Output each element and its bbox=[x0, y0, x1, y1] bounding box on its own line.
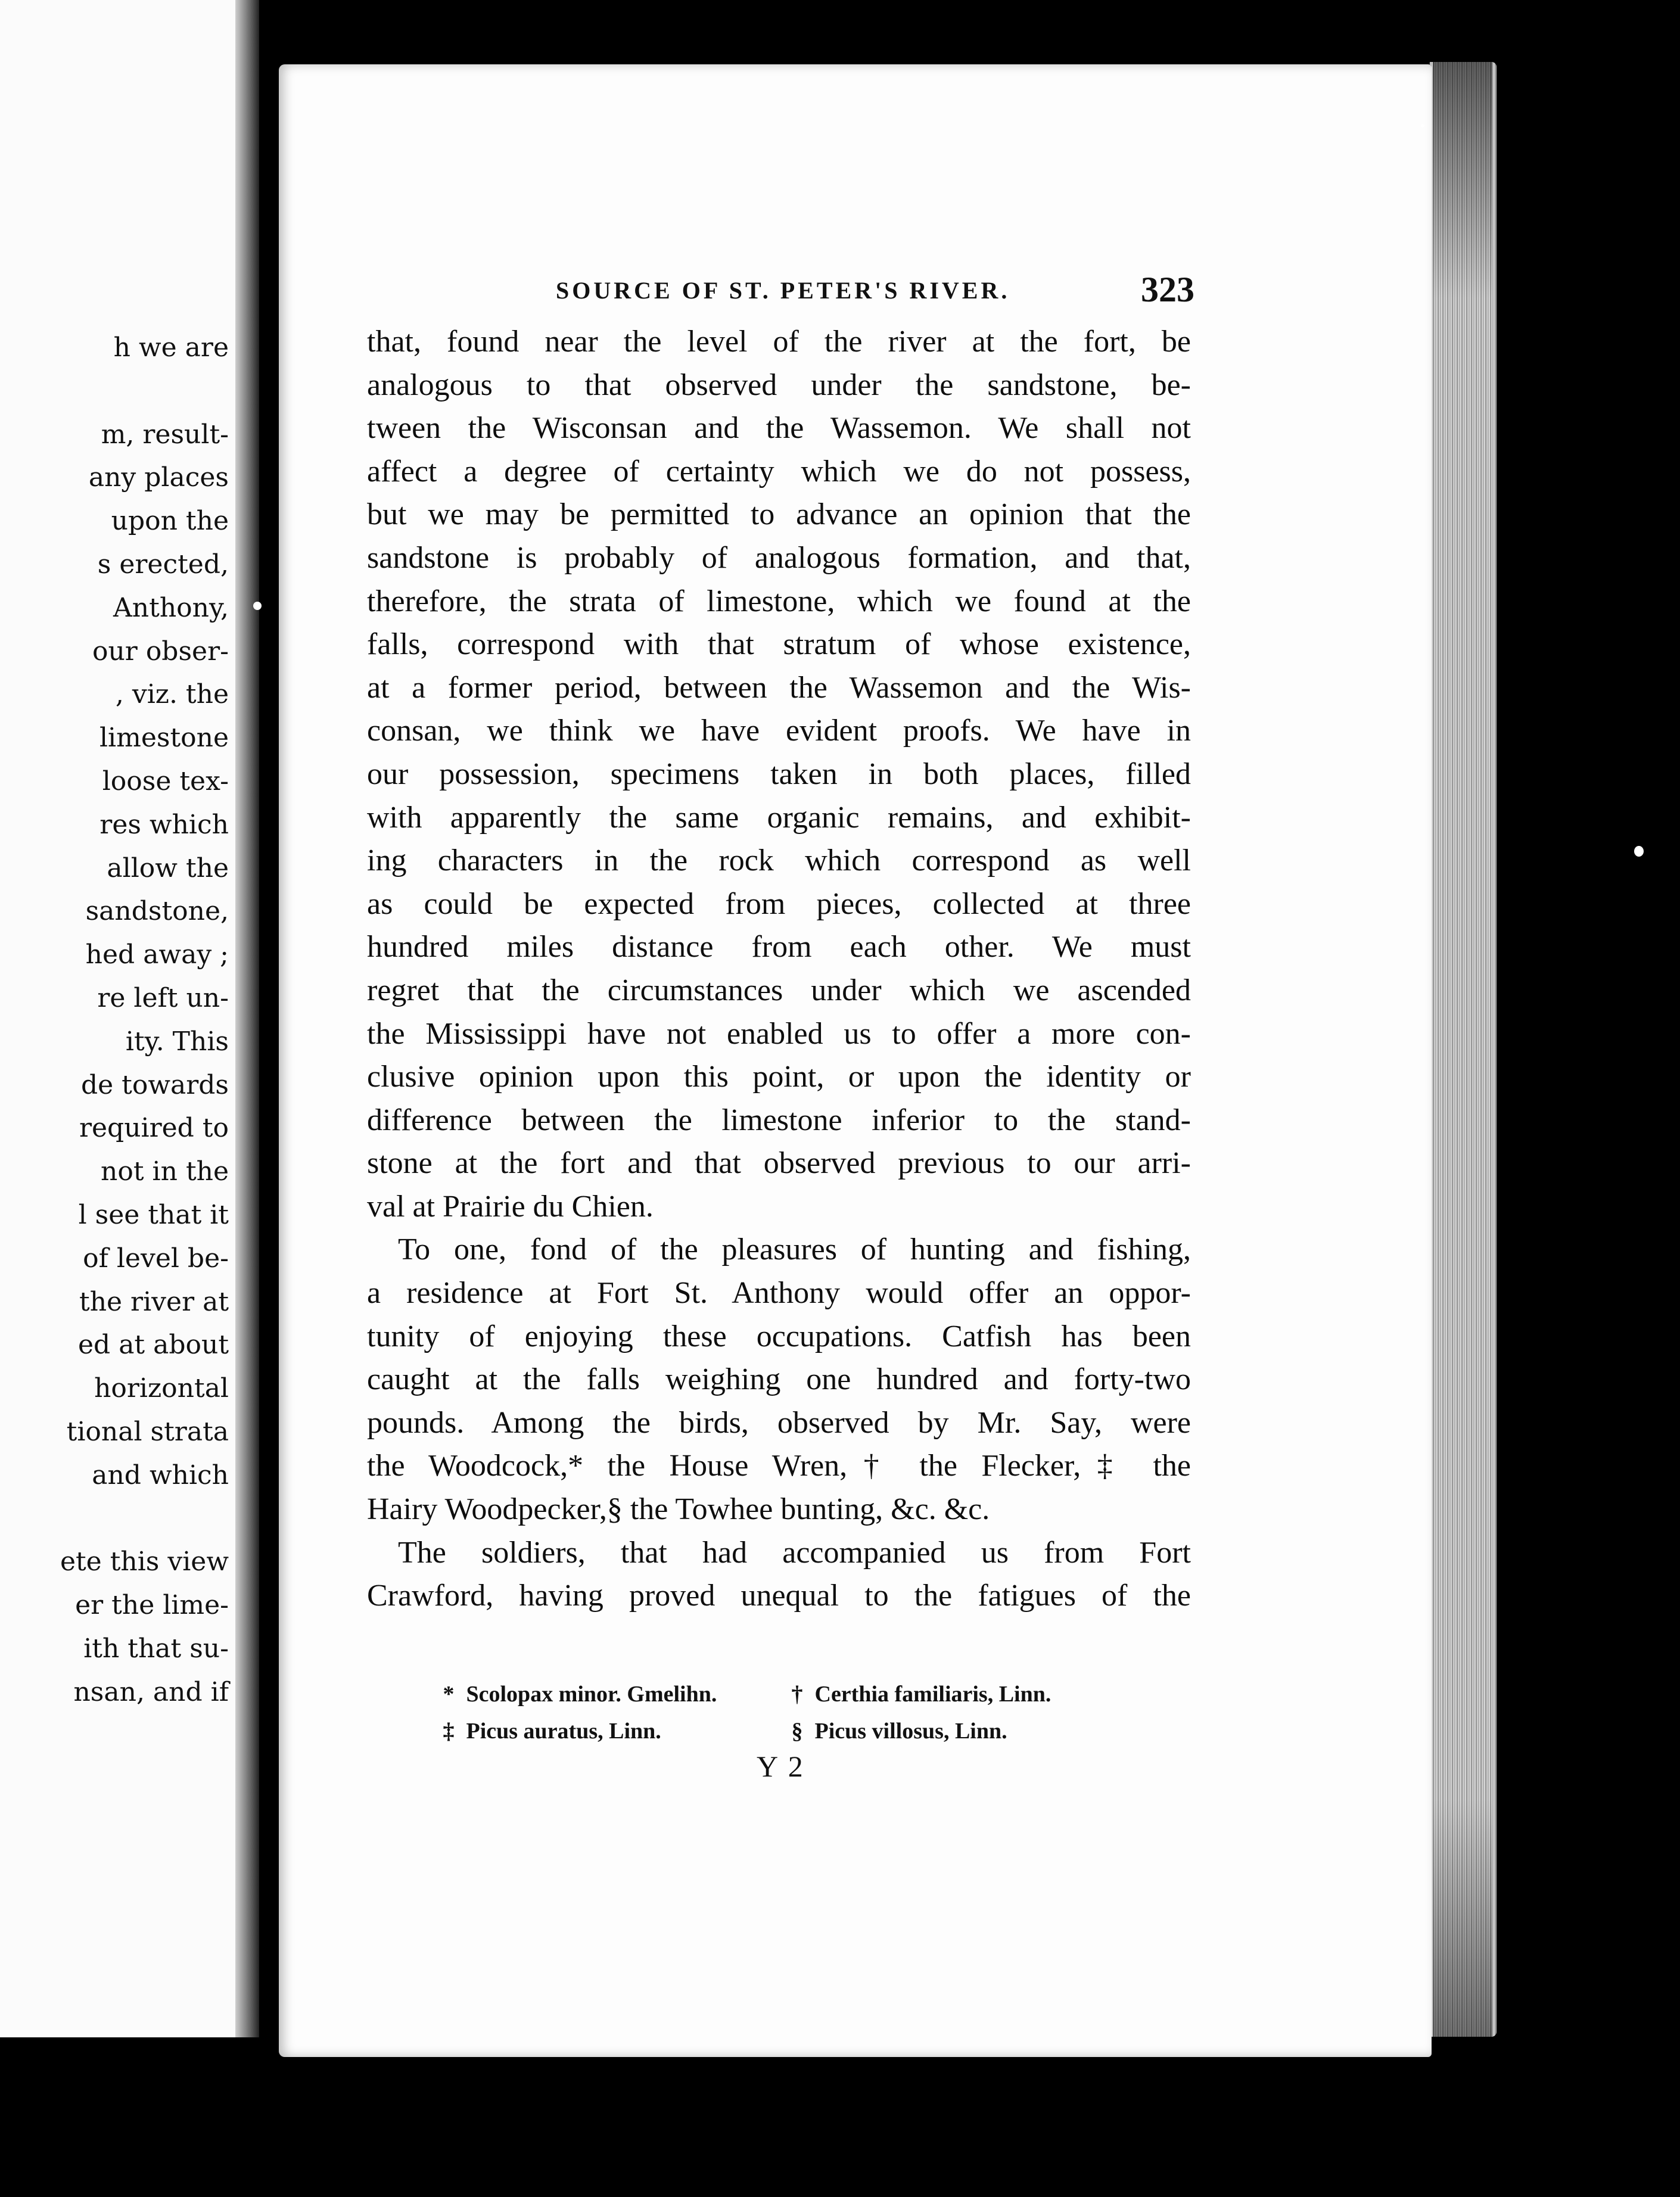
left-line: l see that it bbox=[78, 1199, 229, 1230]
left-line: limestone bbox=[99, 723, 229, 754]
text-line: falls, correspond with that stratum of whose existence, bbox=[367, 627, 1191, 662]
left-line: Anthony, bbox=[113, 592, 229, 623]
text-line: sandstone is probably of analogous formation, and that, bbox=[367, 540, 1191, 575]
text-line: clusive opinion upon this point, or upon the identity or bbox=[367, 1060, 1191, 1094]
text-line: Crawford, having proved unequal to the fatigues of the bbox=[367, 1579, 1191, 1613]
left-line: s erected, bbox=[97, 549, 229, 580]
text-line: a residence at Fort St. Anthony would offer an oppor- bbox=[367, 1276, 1191, 1311]
page-number: 323 bbox=[1141, 270, 1194, 309]
footnote-mark: § bbox=[791, 1719, 803, 1744]
left-line: m, result- bbox=[101, 419, 229, 450]
footnote-mark: ‡ bbox=[443, 1719, 455, 1744]
left-line: allow the bbox=[107, 852, 229, 883]
text-line: at a former period, between the Wassemon and the Wis- bbox=[367, 670, 1191, 705]
left-line: not in the bbox=[101, 1156, 229, 1187]
footnote-row bbox=[437, 1676, 1152, 1713]
footnote-mark: † bbox=[791, 1682, 803, 1707]
left-line: re left un- bbox=[97, 982, 229, 1013]
footnote-row bbox=[437, 1713, 1152, 1750]
body-text bbox=[367, 320, 1191, 1618]
footnote-text: Scolopax minor. Gmelihn. bbox=[466, 1682, 717, 1707]
text-line: val at Prairie du Chien. bbox=[367, 1189, 654, 1224]
left-line: tional strata bbox=[66, 1416, 229, 1447]
left-line: required to bbox=[79, 1113, 229, 1144]
footnote-text: Certhia familiaris, Linn. bbox=[814, 1682, 1051, 1707]
footnote-woodcock bbox=[437, 1676, 717, 1713]
text-line: stone at the fort and that observed previous to our arri- bbox=[367, 1146, 1191, 1181]
text-line: Hairy Woodpecker,§ the Towhee bunting, &c. &c. bbox=[367, 1492, 990, 1527]
left-line: of level be- bbox=[83, 1243, 229, 1274]
text-line: caught at the falls weighing one hundred and forty-two bbox=[367, 1362, 1191, 1397]
left-line: loose tex- bbox=[102, 765, 229, 796]
left-line: er the lime- bbox=[75, 1590, 229, 1621]
left-line: de towards bbox=[80, 1069, 229, 1100]
text-line: tunity of enjoying these occupations. Catfish has been bbox=[367, 1319, 1191, 1353]
left-line: the river at bbox=[79, 1286, 229, 1317]
text-line: our possession, specimens taken in both places, filled bbox=[367, 757, 1191, 791]
left-page-text bbox=[0, 326, 229, 1714]
left-line: upon the bbox=[111, 506, 229, 537]
text-line: therefore, the strata of limestone, which we found at the bbox=[367, 584, 1191, 618]
text-line: To one, fond of the pleasures of hunting and fishing, bbox=[398, 1233, 1191, 1267]
text-line: as could be expected from pieces, collected at three bbox=[367, 886, 1191, 921]
footnote-hairy-woodpecker bbox=[785, 1713, 1007, 1750]
footnotes bbox=[437, 1676, 1152, 1750]
left-line bbox=[0, 370, 229, 413]
footnote-flecker bbox=[437, 1713, 661, 1750]
scan-speck bbox=[253, 602, 262, 610]
left-line: ith that su- bbox=[83, 1633, 229, 1664]
text-line: hundred miles distance from each other. We must bbox=[367, 930, 1191, 964]
page-stack-shade bbox=[1433, 62, 1492, 2037]
footnote-text: Picus villosus, Linn. bbox=[814, 1719, 1007, 1744]
footnote-house-wren bbox=[785, 1676, 1051, 1713]
scan-speck bbox=[1421, 124, 1424, 127]
book-gutter-shadow bbox=[235, 0, 259, 2037]
left-line: ed at about bbox=[78, 1330, 229, 1361]
text-line: difference between the limestone inferior to the stand- bbox=[367, 1103, 1191, 1137]
signature-mark: Y 2 bbox=[757, 1750, 805, 1783]
text-line: pounds. Among the birds, observed by Mr. Say, were bbox=[367, 1405, 1191, 1440]
text-line: ing characters in the rock which correspond as well bbox=[367, 844, 1191, 878]
left-line: our obser- bbox=[92, 636, 229, 667]
left-line: res which bbox=[99, 809, 229, 840]
left-line: ity. This bbox=[125, 1026, 229, 1057]
text-line: but we may be permitted to advance an opinion that the bbox=[367, 497, 1191, 532]
text-line: regret that the circumstances under which we ascended bbox=[367, 973, 1191, 1007]
text-line: affect a degree of certainty which we do not possess, bbox=[367, 454, 1191, 488]
running-title: SOURCE OF ST. PETER'S RIVER. bbox=[556, 277, 1010, 304]
left-line: , viz. the bbox=[115, 679, 229, 710]
left-line: hed away ; bbox=[85, 939, 229, 970]
text-line: the Woodcock,* the House Wren,† the Flecker,‡ the bbox=[367, 1449, 1191, 1483]
text-line: tween the Wisconsan and the Wassemon. We shall not bbox=[367, 411, 1191, 446]
main-page bbox=[279, 64, 1432, 2057]
footnote-text: Picus auratus, Linn. bbox=[466, 1719, 661, 1744]
left-line: nsan, and if bbox=[73, 1676, 229, 1707]
running-head bbox=[279, 269, 1432, 311]
text-line: The soldiers, that had accompanied us from Fort bbox=[398, 1535, 1191, 1570]
text-line: with apparently the same organic remains, and exhibit- bbox=[367, 800, 1191, 835]
text-line: consan, we think we have evident proofs. We have in bbox=[367, 714, 1191, 748]
left-line: horizontal bbox=[94, 1373, 229, 1404]
left-line: h we are bbox=[113, 332, 229, 363]
left-line bbox=[0, 1498, 229, 1541]
left-facing-page bbox=[0, 0, 250, 2037]
left-line: any places bbox=[88, 462, 229, 493]
left-line: sandstone, bbox=[85, 896, 229, 927]
text-line: analogous to that observed under the sandstone, be- bbox=[367, 368, 1191, 402]
text-line: that, found near the level of the river at the fort, be bbox=[367, 325, 1191, 359]
scan-speck bbox=[1634, 846, 1644, 857]
text-line: the Mississippi have not enabled us to offer a more con- bbox=[367, 1016, 1191, 1051]
left-line: and which bbox=[92, 1460, 229, 1490]
footnote-mark: * bbox=[443, 1682, 455, 1707]
left-line: ete this view bbox=[60, 1546, 229, 1577]
